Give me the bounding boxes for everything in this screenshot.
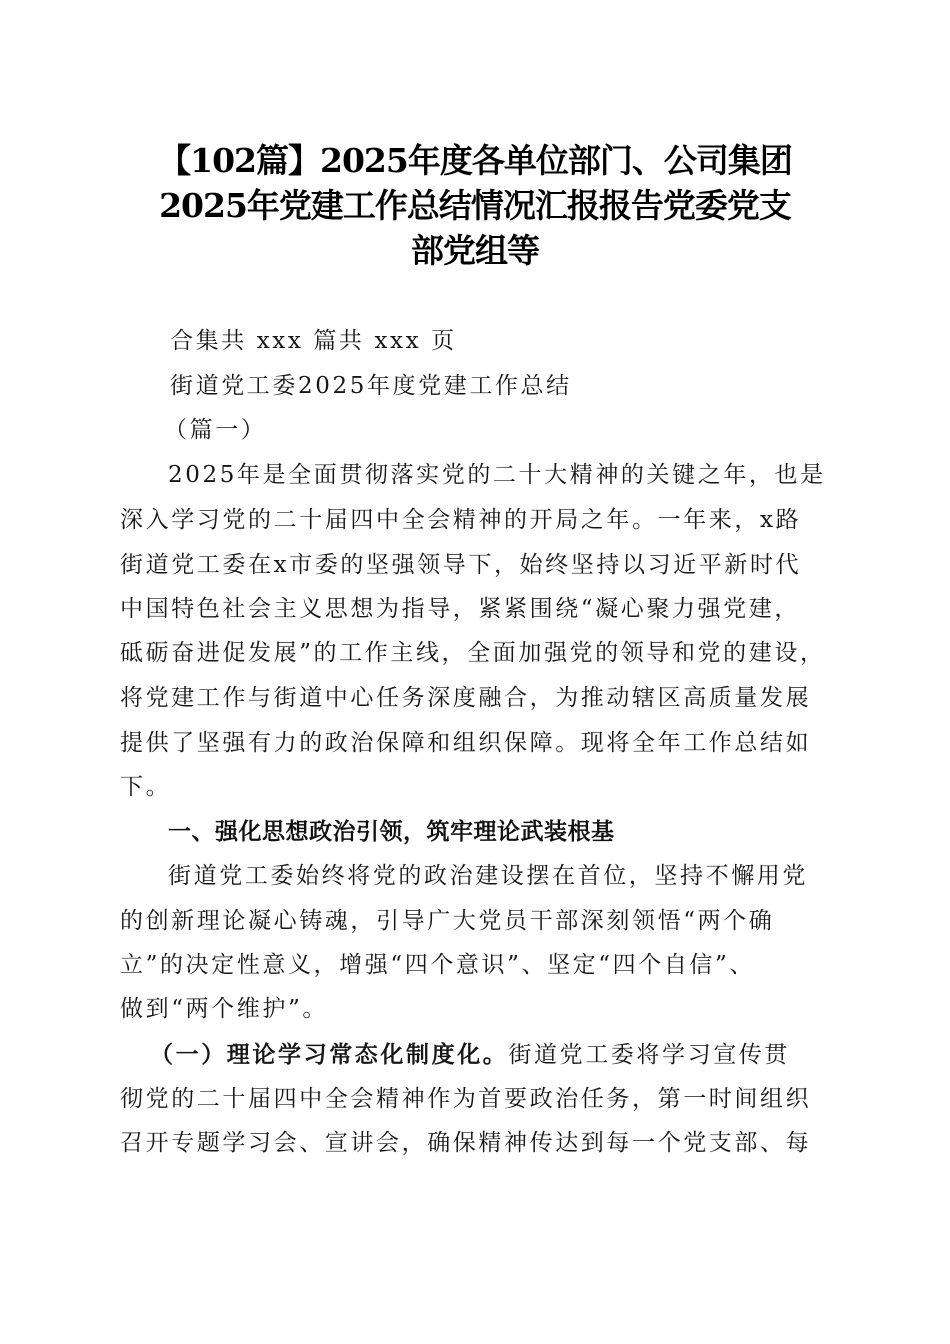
paragraph-line: 彻党的二十届四中全会精神作为首要政治任务，第一时间组织 [120, 1086, 812, 1112]
paragraph-line: 街道党工委始终将党的政治建设摆在首位，坚持不懈用党 [168, 863, 808, 889]
title-line-3: 部党组等 [411, 231, 539, 270]
paragraph-line: 做到“两个维护”。 [120, 996, 328, 1022]
paragraph-line: 提供了坚强有力的政治保障和组织保障。现将全年工作总结如 [120, 730, 812, 756]
subsection-text: 街道党工委将学习宣传贯 [508, 1042, 791, 1068]
subsection-heading: （一）理论学习常态化制度化。 [150, 1041, 509, 1068]
paragraph-line: 砥砺奋进促发展”的工作主线，全面加强党的领导和党的建设， [120, 640, 826, 666]
part-label: （篇一） [164, 417, 267, 443]
paragraph-line: 的创新理论凝心铸魂，引导广大党员干部深刻领悟“两个确 [120, 908, 775, 934]
paragraph-line: 深入学习党的二十届四中全会精神的开局之年。一年来，x路 [120, 507, 802, 533]
collection-info: 合集共 xxx 篇共 xxx 页 [170, 328, 457, 354]
paragraph-line: 街道党工委在x市委的坚强领导下，始终坚持以习近平新时代 [120, 552, 802, 578]
document-title [110, 138, 840, 273]
paragraph-line: 2025年是全面贯彻落实党的二十大精神的关键之年，也是 [168, 462, 826, 488]
section-heading: 一、强化思想政治引领，筑牢理论武装根基 [168, 819, 615, 845]
subsection-line [150, 1040, 862, 1070]
title-line-1: 【102篇】2025年度各单位部门、公司集团 [158, 141, 792, 180]
title-line-2: 2025年党建工作总结情况汇报报告党委党支 [159, 186, 791, 225]
paragraph-line: 立”的决定性意义，增强“四个意识”、坚定“四个自信”、 [120, 952, 755, 978]
paragraph-line: 中国特色社会主义思想为指导，紧紧围绕“凝心聚力强党建， [120, 596, 800, 622]
paragraph-line: 下。 [120, 774, 172, 800]
paragraph-line: 召开专题学习会、宣讲会，确保精神传达到每一个党支部、每 [120, 1130, 812, 1156]
paragraph-line: 将党建工作与街道中心任务深度融合，为推动辖区高质量发展 [120, 685, 812, 711]
document-subtitle: 街道党工委2025年度党建工作总结 [170, 373, 572, 399]
